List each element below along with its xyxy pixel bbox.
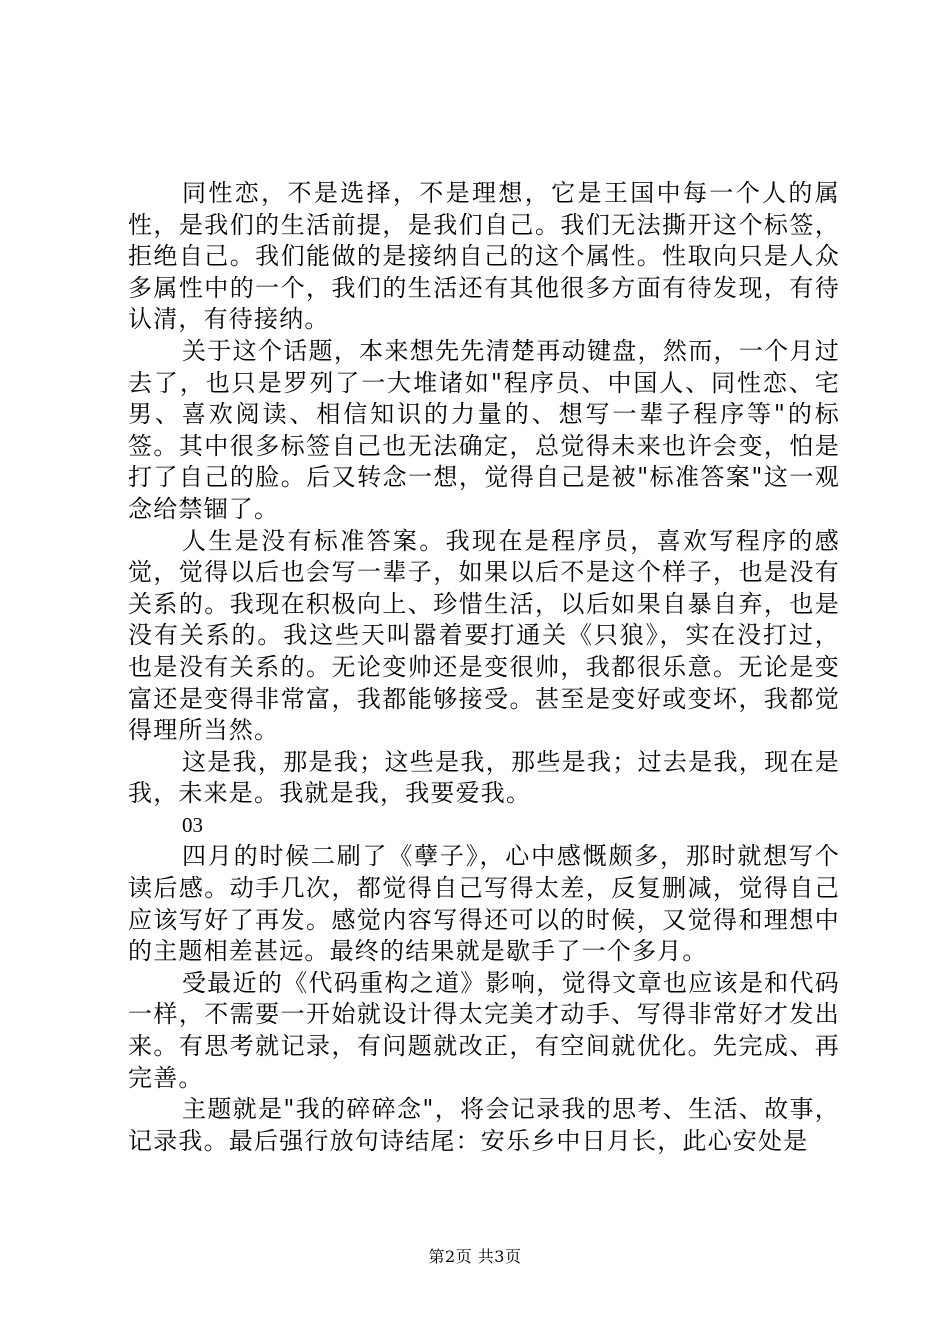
paragraph: 人生是没有标准答案。我现在是程序员，喜欢写程序的感觉，觉得以后也会写一辈子，如果以后不是这个样子，也是没有关系的。我现在积极向上、珍惜生活，以后如果自暴自弃，也是没有关系的。我这些天叫嚣着要打通关《只狼》，实在没打过，也是没有关系的。无论变帅还是变很帅，我都很乐意。无论是变富还是变得非常富，我都能够接受。甚至是变好或变坏，我都觉得理所当然。 <box>128 526 840 745</box>
paragraph: 同性恋，不是选择，不是理想，它是王国中每一个人的属性，是我们的生活前提，是我们自己。我们无法撕开这个标签，拒绝自己。我们能做的是接纳自己的这个属性。性取向只是人众多属性中的一个，我们的生活还有其他很多方面有待发现，有待认清，有待接纳。 <box>128 179 840 334</box>
paragraph: 关于这个话题，本来想先先清楚再动键盘，然而，一个月过去了，也只是罗列了一大堆诸如"程序员、中国人、同性恋、宅男、喜欢阅读、相信知识的力量的、想写一辈子程序等"的标签。其中很多标签自己也无法确定，总觉得未来也许会变，怕是打了自己的脸。后又转念一想，觉得自己是被"标准答案"这一观念给禁锢了。 <box>128 336 840 523</box>
document-body <box>128 178 840 1157</box>
paragraph: 这是我，那是我；这些是我，那些是我；过去是我，现在是我，未来是。我就是我，我要爱我。 <box>128 747 840 808</box>
page-footer: 第2页 共3页 <box>428 1247 522 1266</box>
paragraph: 受最近的《代码重构之道》影响，觉得文章也应该是和代码一样，不需要一开始就设计得太完美才动手、写得非常好才发出来。有思考就记录，有问题就改正，有空间就优化。先完成、再完善。 <box>128 968 840 1092</box>
section-number: 03 <box>182 812 203 837</box>
paragraph: 主题就是"我的碎碎念"，将会记录我的思考、生活、故事，记录我。最后强行放句诗结尾：安乐乡中日月长，此心安处是 <box>128 1095 840 1155</box>
paragraph: 四月的时候二刷了《孽子》，心中感慨颇多，那时就想写个读后感。动手几次，都觉得自己写得太差，反复删减，觉得自己应该写好了再发。感觉内容写得还可以的时候，又觉得和理想中的主题相差甚远。最终的结果就是歇手了一个多月。 <box>128 842 840 966</box>
